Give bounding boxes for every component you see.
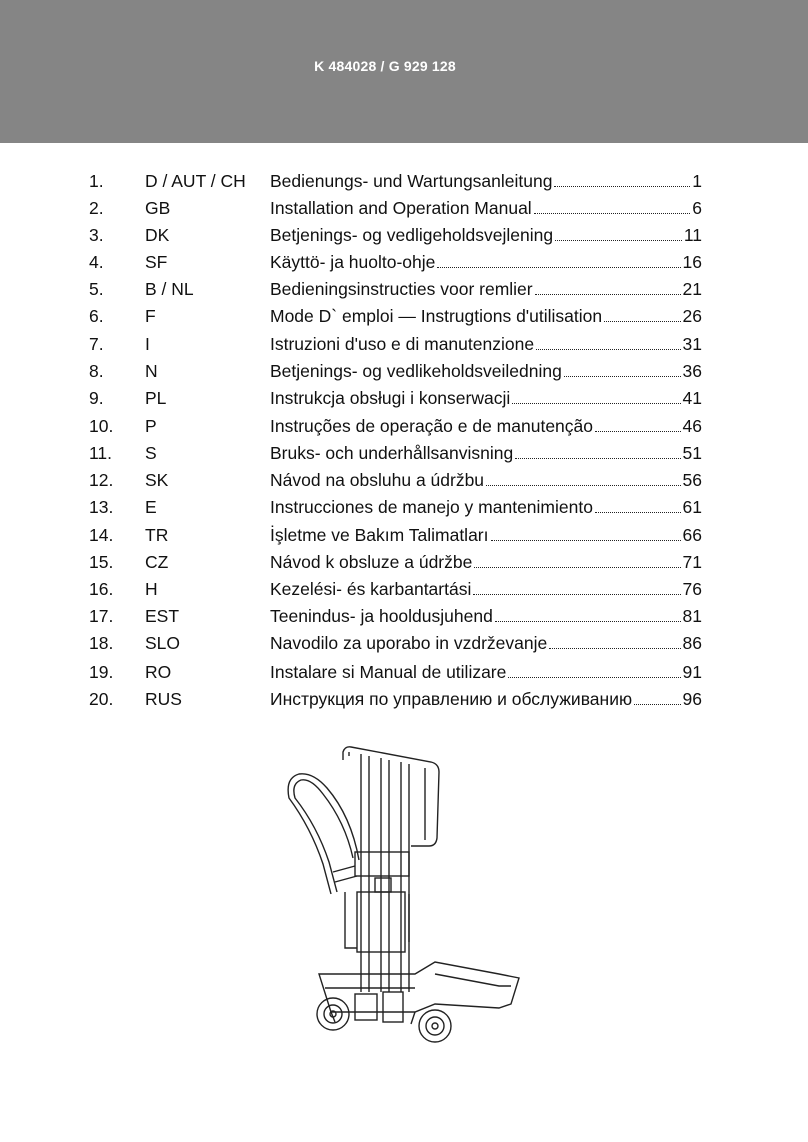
toc-title: Navodilo za uporabo in vzdrževanje <box>270 633 548 653</box>
toc-language-code: SF <box>145 252 168 272</box>
toc-page-number: 91 <box>682 662 702 682</box>
toc-number: 5. <box>89 279 104 299</box>
toc-title: İşletme ve Bakım Talimatları <box>270 525 489 545</box>
toc-title: Betjenings- og vedligeholdsvejlening <box>270 225 554 245</box>
toc-leader-dots <box>437 249 680 268</box>
toc-number: 12. <box>89 470 114 490</box>
toc-title: Teenindus- ja hooldusjuhend <box>270 606 493 626</box>
toc-number: 13. <box>89 497 114 517</box>
toc-title-line <box>270 358 702 385</box>
toc-title: Installation and Operation Manual <box>270 198 532 218</box>
toc-entry <box>0 549 808 576</box>
toc-leader-dots <box>495 603 681 622</box>
toc-entry <box>0 195 808 222</box>
toc-number: 17. <box>89 606 114 626</box>
toc-title: Инструкция по управлению и обслуживанию <box>270 689 633 709</box>
toc-number: 14. <box>89 525 114 545</box>
toc-title-line <box>270 413 702 440</box>
toc-number: 11. <box>89 443 113 463</box>
toc-number: 1. <box>89 171 104 191</box>
toc-language-code: TR <box>145 525 169 545</box>
toc-leader-dots <box>512 385 680 404</box>
toc-title-line <box>270 331 702 358</box>
toc-leader-dots <box>564 358 681 377</box>
toc-number: 2. <box>89 198 104 218</box>
toc-title: Bruks- och underhållsanvisning <box>270 443 514 463</box>
toc-title-line <box>270 276 702 303</box>
toc-leader-dots <box>555 222 682 241</box>
toc-page-number: 56 <box>682 470 702 490</box>
toc-title: Kezelési- és karbantartási <box>270 579 472 599</box>
toc-number: 6. <box>89 306 104 326</box>
toc-title: Instrucciones de manejo y mantenimiento <box>270 497 593 517</box>
toc-page-number: 31 <box>682 334 702 354</box>
toc-number: 19. <box>89 662 114 682</box>
toc-number: 4. <box>89 252 104 272</box>
toc-title-line <box>270 249 702 276</box>
toc-title-line <box>270 440 702 467</box>
toc-page-number: 26 <box>682 306 702 326</box>
toc-title-line <box>270 303 702 330</box>
toc-page-number: 21 <box>682 279 702 299</box>
toc-page-number: 81 <box>682 606 702 626</box>
toc-entry <box>0 303 808 330</box>
toc-entry <box>0 358 808 385</box>
toc-title: Návod na obsluhu a údržbu <box>270 470 485 490</box>
toc-leader-dots <box>634 686 680 705</box>
toc-title-line <box>270 467 702 494</box>
toc-entry <box>0 168 808 195</box>
toc-leader-dots <box>595 494 681 513</box>
toc-title-line <box>270 686 702 713</box>
toc-number: 7. <box>89 334 104 354</box>
toc-entry <box>0 522 808 549</box>
toc-title: Návod k obsluze a údržbe <box>270 552 473 572</box>
toc-leader-dots <box>535 276 681 295</box>
toc-page-number: 16 <box>682 252 702 272</box>
toc-leader-dots <box>595 413 681 432</box>
toc-entry <box>0 440 808 467</box>
toc-language-code: SK <box>145 470 169 490</box>
toc-language-code: D / AUT / CH <box>145 171 246 191</box>
toc-title: Instruções de operação e de manutenção <box>270 416 593 436</box>
toc-leader-dots <box>604 303 680 322</box>
toc-entry <box>0 686 808 713</box>
toc-title-line <box>270 195 702 222</box>
toc-entry <box>0 630 808 657</box>
toc-number: 3. <box>89 225 104 245</box>
toc-leader-dots <box>486 467 680 486</box>
toc-title: Instalare si Manual de utilizare <box>270 662 507 682</box>
toc-number: 16. <box>89 579 114 599</box>
toc-title-line <box>270 168 702 195</box>
header-band <box>0 0 808 143</box>
toc-title: Bedieningsinstructies voor remlier <box>270 279 533 299</box>
toc-leader-dots <box>549 630 680 649</box>
toc-entry <box>0 576 808 603</box>
toc-title-line <box>270 659 702 686</box>
toc-language-code: N <box>145 361 158 381</box>
toc-title-line <box>270 549 702 576</box>
toc-language-code: H <box>145 579 158 599</box>
toc-language-code: I <box>145 334 150 354</box>
toc-leader-dots <box>515 440 680 459</box>
toc-page-number: 51 <box>682 443 702 463</box>
toc-language-code: SLO <box>145 633 181 653</box>
toc-language-code: P <box>145 416 157 436</box>
toc-page-number: 46 <box>682 416 702 436</box>
toc-number: 10. <box>89 416 114 436</box>
document-code: K 484028 / G 929 128 <box>314 58 456 74</box>
toc-page-number: 61 <box>682 497 702 517</box>
toc-leader-dots <box>474 549 680 568</box>
toc-title-line <box>270 576 702 603</box>
toc-title: Mode D` emploi — Instrugtions d'utilisation <box>270 306 603 326</box>
toc-title: Käyttö- ja huolto-ohje <box>270 252 436 272</box>
toc-title: Istruzioni d'uso e di manutenzione <box>270 334 535 354</box>
toc-leader-dots <box>473 576 680 595</box>
toc-page-number: 71 <box>682 552 702 572</box>
toc-title-line <box>270 522 702 549</box>
toc-entry <box>0 385 808 412</box>
toc-entry <box>0 494 808 521</box>
toc-language-code: GB <box>145 198 171 218</box>
toc-leader-dots <box>491 522 681 541</box>
toc-title-line <box>270 222 702 249</box>
toc-leader-dots <box>536 331 680 350</box>
toc-page-number: 66 <box>682 525 702 545</box>
toc-entry <box>0 659 808 686</box>
toc-language-code: E <box>145 497 157 517</box>
toc-page-number: 86 <box>682 633 702 653</box>
toc-number: 9. <box>89 388 104 408</box>
toc-title-line <box>270 630 702 657</box>
toc-entry <box>0 249 808 276</box>
toc-page-number: 1 <box>692 171 702 191</box>
toc-page-number: 11 <box>683 225 702 245</box>
toc-title-line <box>270 385 702 412</box>
toc-language-code: CZ <box>145 552 169 572</box>
toc-entry <box>0 276 808 303</box>
toc-entry <box>0 603 808 630</box>
toc-language-code: S <box>145 443 157 463</box>
toc-entry <box>0 331 808 358</box>
toc-number: 18. <box>89 633 114 653</box>
toc-page-number: 6 <box>692 198 702 218</box>
hand-pallet-lifter-icon <box>285 742 525 1054</box>
toc-number: 20. <box>89 689 114 709</box>
toc-title: Instrukcja obsługi i konserwacji <box>270 388 511 408</box>
toc-language-code: F <box>145 306 156 326</box>
toc-language-code: RUS <box>145 689 182 709</box>
toc-page-number: 41 <box>682 388 702 408</box>
toc-title-line <box>270 494 702 521</box>
toc-page-number: 36 <box>682 361 702 381</box>
toc-leader-dots <box>534 195 691 214</box>
toc-language-code: EST <box>145 606 180 626</box>
toc-title-line <box>270 603 702 630</box>
toc-language-code: RO <box>145 662 172 682</box>
toc-leader-dots <box>508 659 680 678</box>
toc-language-code: PL <box>145 388 167 408</box>
toc-entry <box>0 413 808 440</box>
toc-title: Bedienungs- und Wartungsanleitung <box>270 171 553 191</box>
toc-page-number: 96 <box>682 689 702 709</box>
toc-language-code: DK <box>145 225 170 245</box>
toc-title: Betjenings- og vedlikeholdsveiledning <box>270 361 562 381</box>
toc-language-code: B / NL <box>145 279 194 299</box>
toc-entry <box>0 467 808 494</box>
toc-entry <box>0 222 808 249</box>
toc-number: 8. <box>89 361 104 381</box>
toc-page-number: 76 <box>682 579 702 599</box>
toc-leader-dots <box>554 168 690 187</box>
toc-number: 15. <box>89 552 114 572</box>
